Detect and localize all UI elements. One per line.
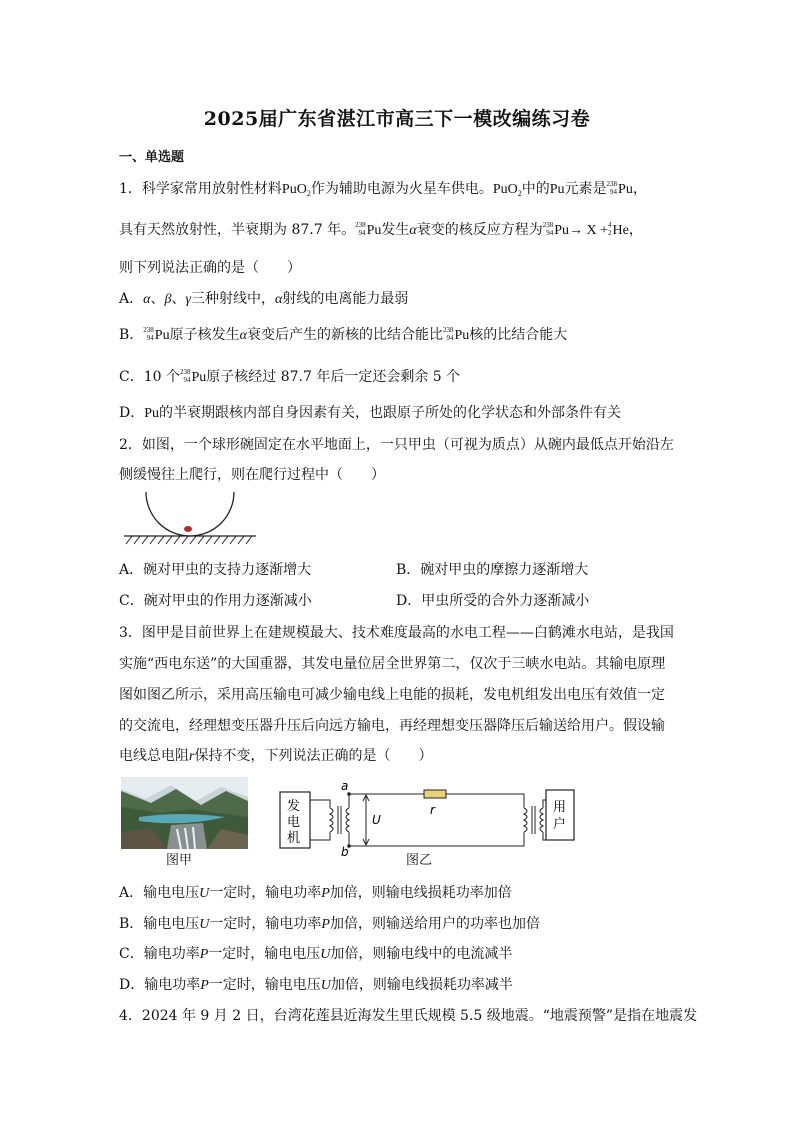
beetle [184,526,192,532]
wire-gen-bottom [310,832,330,840]
figure-a-caption: 图甲 [166,853,193,868]
figure-b-caption: 图乙 [406,853,433,868]
q1-option-b: B． 238 94 Pu原子核发生α衰变后产生的新核的比结合能比 238 94 Pu核的比结合能大 [119,326,568,343]
q2-line-1: 2．如图，一个球形碗固定在水平地面上，一只甲虫（可视为质点）从碗内最低点开始沿左 [119,437,674,453]
label-a: a [341,780,349,793]
q4-line-1: 4．2024 年 9 月 2 日，台湾花莲县近海发生里氏规模 5.5 级地震。“地震预警”是指在地震发 [119,1008,698,1024]
q3-line-4: 的交流电，经理想变压器升压后向远方输电，再经理想变压器降压后输送给用户。假设输 [119,718,665,734]
q3-line-1: 3．图甲是目前世界上在建规模最大、技术难度最高的水电工程——白鹤滩水电站，是我国 [119,625,674,641]
q2-line-2: 侧缓慢往上爬行，则在爬行过程中（ ） [119,467,385,483]
step-up-secondary [346,808,349,832]
q2-option-c: C．碗对甲虫的作用力逐渐减小 [119,593,312,609]
q3-option-a: A．输电电压U一定时，输电功率P加倍，则输电线损耗功率加倍 [119,885,512,901]
label-r: r [430,803,435,817]
q2-option-a: A．碗对甲虫的支持力逐渐增大 [119,562,312,578]
q1-line-3: 则下列说法正确的是（ ） [119,260,301,276]
section-heading: 一、单选题 [119,150,185,165]
q3-option-c: C．输电功率P一定时，输电电压U加倍，则输电线中的电流减半 [119,946,513,962]
user-box [546,790,574,840]
q1-line-1: 1．科学家常用放射性材料PuO$_2$作为辅助电源为火星车供电。PuO$_2$中的Pu元素是 238 94 Pu， [119,180,647,198]
bowl-figure [120,488,260,550]
user-char-2: 户 [553,817,567,832]
q1-option-c: C．10 个 238 94 Pu原子核经过 87.7 年后一定还会剩余 5 个 [119,368,461,385]
circuit-diagram [278,780,578,856]
label-b: b [341,845,349,856]
q2-option-b: B．碗对甲虫的摩擦力逐渐增大 [396,562,589,578]
user-char-1: 用 [553,800,567,815]
q1-option-d: D．Pu的半衰期跟核内部自身因素有关，也跟原子所处的化学状态和外部条件有关 [119,405,622,421]
q3-option-b: B．输电电压U一定时，输电功率P加倍，则输送给用户的功率也加倍 [119,916,540,932]
label-U: U [372,813,381,827]
page-title: 2025届广东省湛江市高三下一模改编练习卷 [203,108,591,130]
q1-option-a: A．α、β、γ三种射线中，α射线的电离能力最弱 [119,291,409,307]
generator-char-1: 发 [287,799,301,814]
q3-option-d: D．输电功率P一定时，输电电压U加倍，则输电线损耗功率减半 [119,977,513,993]
generator-char-3: 机 [287,831,301,846]
step-up-primary [330,808,333,832]
q2-option-d: D．甲虫所受的合外力逐渐减小 [396,593,590,609]
generator-char-2: 电 [287,815,301,830]
q3-line-3: 图如图乙所示，采用高压输电可减少输电线上电能的损耗，发电机组发出电压有效值一定 [119,687,665,703]
wire-gen-top [310,800,330,808]
ground-hatch [126,536,252,544]
hydropower-photo [121,777,248,849]
q3-line-5: 电线总电阻r保持不变，下列说法正确的是（ ） [119,748,433,764]
q1-line-2: 具有天然放射性，半衰期为 87.7 年。 238 94 Pu发生α衰变的核反应方程为 238 94 Pu→ X + 4 2 He， [119,221,643,238]
step-down-primary [524,808,527,832]
q3-line-2: 实施“西电东送”的大国重器，其发电量位居全世界第二，仅次于三峡水电站。其输电原理 [119,656,666,672]
step-down-secondary [540,808,543,832]
resistor-r [424,790,446,798]
